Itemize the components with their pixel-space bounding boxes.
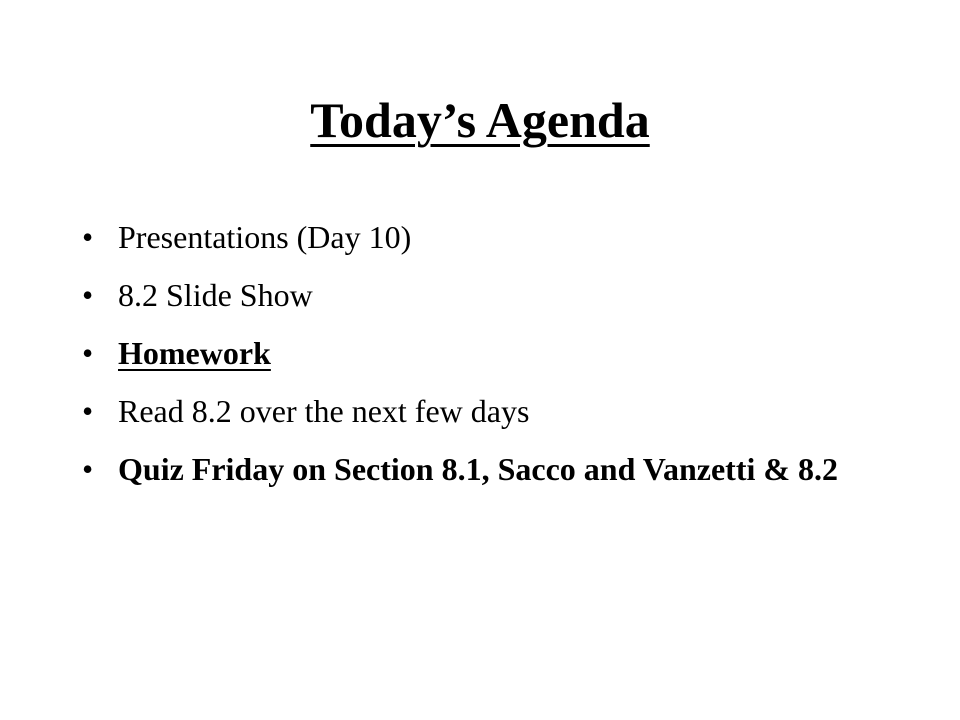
bullet-icon: • (82, 219, 94, 255)
list-item-text: Presentations (Day 10) (118, 219, 412, 255)
bullet-icon: • (82, 393, 94, 429)
list-item-text: 8.2 Slide Show (118, 277, 313, 313)
list-item (82, 392, 842, 431)
list-item (82, 334, 842, 373)
bullet-icon: • (82, 277, 94, 313)
slide-title: Today’s Agenda (310, 92, 650, 148)
list-item (82, 450, 842, 489)
bullet-icon: • (82, 451, 94, 487)
list-item-text: Read 8.2 over the next few days (118, 393, 530, 429)
agenda-list (82, 218, 842, 508)
homework-heading: Homework (118, 335, 271, 371)
bullet-icon: • (82, 335, 94, 371)
list-item (82, 218, 842, 257)
quiz-notice: Quiz Friday on Section 8.1, Sacco and Vanzetti & 8.2 (118, 451, 839, 487)
list-item (82, 276, 842, 315)
